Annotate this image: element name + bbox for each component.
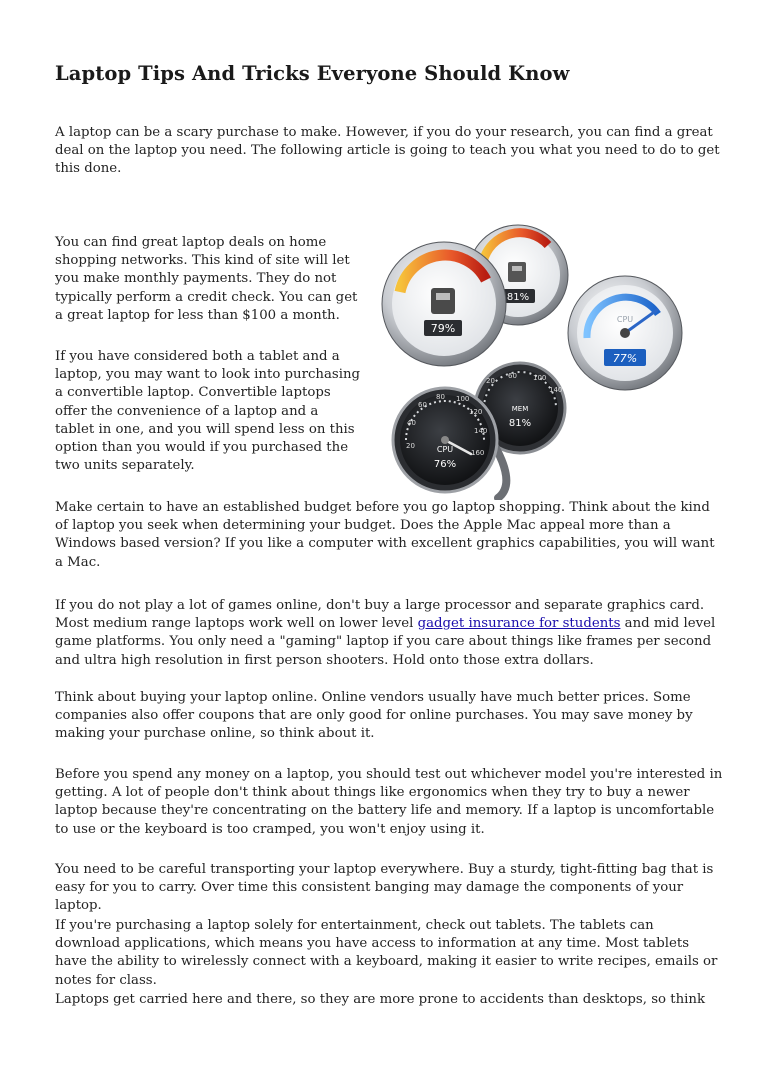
gaming-text-before: If you do not play a lot of games online, don't buy a large processor and separate graphics card. Most medium range laptops work well on lower level [55,598,705,632]
paragraph-buy-online: Think about buying your laptop online. Online vendors usually have much better prices. Some companies also offer coupons that are only good for online purchases. You may save money by making your purchase online, so think about it. [55,690,693,742]
cpu-dark-label: CPU [436,445,454,454]
cpu-dark-tick: 20 [406,442,415,450]
gaming-text-after: and mid level game platforms. You only need a "gaming" laptop if you care about things like frames per second and ultra high resolution in first person shooters. Hold onto those extra dollars. [55,616,716,668]
paragraph-transport-bag: You need to be careful transporting your laptop everywhere. Buy a sturdy, tight-fitting bag that is easy for you to carry. Over time this consistent banging may damage the components of your laptop. [55,862,714,914]
cpu-dark-value: 76% [433,459,457,470]
cpu-dark-tick: 140 [474,427,488,435]
mem-tick: 140 [549,386,563,394]
intro-paragraph: A laptop can be a scary purchase to make. However, if you do your research, you can find a great deal on the laptop you need. The following article is going to teach you what you need to do to get this done. [55,125,720,177]
cpu-dark-gauge [393,388,497,492]
paragraph-accidents: Laptops get carried here and there, so they are more prone to accidents than desktops, so think [55,992,706,1007]
article-title: Laptop Tips And Tricks Everyone Should Know [55,62,570,85]
drive-icon-large [431,288,455,314]
paragraph-convertible-laptop: If you have considered both a tablet and a laptop, you may want to look into purchasing a convertible laptop. Convertible laptops offer the convenience of a laptop and a tablet in one, and you will spend less on this option than you would if you purchased the two units separately. [55,349,361,474]
cpu-blue-value: 77% [612,352,638,365]
mem-tick: 20 [486,377,495,385]
cpu-dark-tick: 80 [436,393,445,401]
mem-tick: 100 [533,374,547,382]
drive-icon [508,262,526,282]
cpu-dark-tick: 160 [471,449,485,457]
cpu-dark-tick: 60 [418,401,427,409]
paragraph-test-model: Before you spend any money on a laptop, you should test out whichever model you're interested in getting. A lot of people don't think about things like ergonomics when they try to buy a newer laptop because they're concentrating on the battery life and memory. If a laptop is uncomfortable to use or the keyboard is too cramped, you won't enjoy using it. [55,767,723,837]
cpu-blue-gauge [568,276,682,390]
cpu-dark-tick: 120 [469,408,483,416]
paragraph-tablets: If you're purchasing a laptop solely for entertainment, check out tablets. The tablets can download applications, which means you have access to information at any time. Most tablets have the ability to wirelessly connect with a keyboard, making it easier to write recipes, emails or notes for class. [55,918,718,988]
cpu-dark-tick: 100 [456,395,470,403]
cpu-blue-label: CPU [616,315,634,324]
hdd-large-gauge [382,242,506,366]
paragraph-budget [55,499,723,572]
cpu-dark-tick: 40 [407,419,416,427]
paragraph-gaming [55,597,723,670]
hdd-small-value: 81% [506,292,530,303]
mem-label: MEM [511,405,529,413]
budget-text: Make certain to have an established budget before you go laptop shopping. Think about the kind of laptop you seek when determining your budget. Does the Apple Mac appeal more than a Windows based version? If you like a computer with excellent graphics capabilities, you will want a Mac. [55,500,715,570]
gauges-illustration [368,218,728,500]
gadget-insurance-link[interactable]: gadget insurance for students [417,616,621,632]
mem-value: 81% [508,418,532,429]
paragraph-shopping-networks: You can find great laptop deals on home shopping networks. This kind of site will let you make monthly payments. They do not typically perform a credit check. You can get a great laptop for less than $100 a month. [55,235,358,323]
hdd-large-value: 79% [430,322,456,335]
mem-tick: 60 [508,372,517,380]
